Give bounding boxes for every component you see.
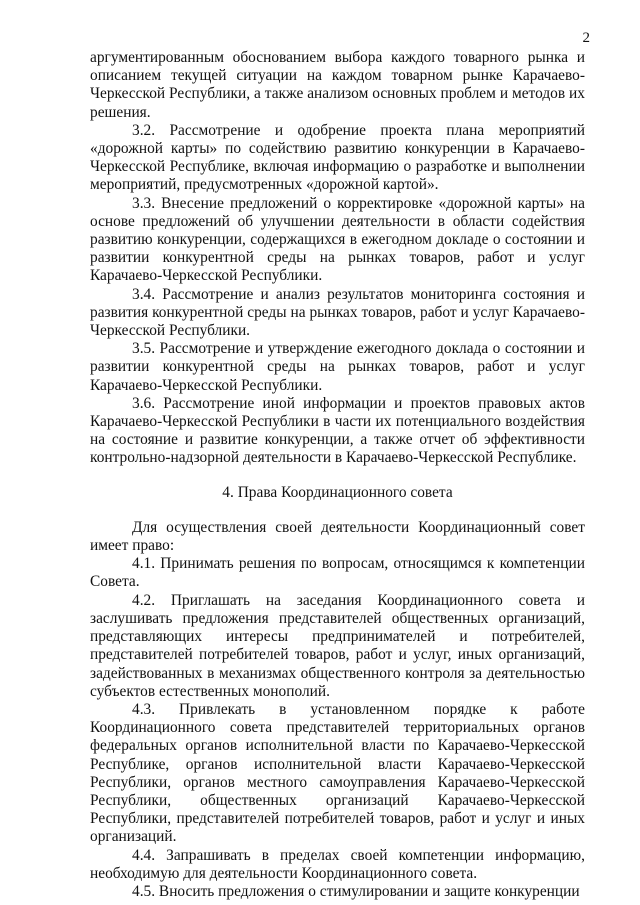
section4-item-4-1: 4.1. Принимать решения по вопросам, относящимся к компетенции Совета. — [90, 555, 585, 591]
section4-item-4-2: 4.2. Приглашать на заседания Координационного совета и заслушивать предложения представителей общественных организаций, представляющих интересы предпринимателей и потребителей, представителей потребителей товаров, работ и услуг, иных организаций, задействованных в механизмах общественного контроля за деятельностью субъектов естественных монополий. — [90, 591, 585, 700]
section3-item-3-4: 3.4. Рассмотрение и анализ результатов мониторинга состояния и развития конкурентной среды на рынках товаров, работ и услуг Карачаево-Черкесской Республики. — [90, 285, 585, 340]
document-body — [90, 49, 585, 901]
section3-continuation: аргументированным обоснованием выбора каждого товарного рынка и описанием текущей ситуации на каждом товарном рынке Карачаево-Черкесской Республики, а также анализом основных проблем и методов их решения. — [90, 49, 585, 121]
section4-intro: Для осуществления своей деятельности Координационный совет имеет право: — [90, 518, 585, 555]
section4-item-4-4: 4.4. Запрашивать в пределах своей компетенции информацию, необходимую для деятельности Координационного совета. — [90, 846, 585, 882]
page-number: 2 — [582, 30, 590, 46]
section3-item-3-6: 3.6. Рассмотрение иной информации и проектов правовых актов Карачаево-Черкесской Республики в части их потенциального воздействия на состояние и развитие конкуренции, а также отчет об эффективности контрольно-надзорной деятельности в Карачаево-Черкесской Республике. — [90, 394, 585, 467]
section4-item-4-5: 4.5. Вносить предложения о стимулировании и защите конкуренции — [132, 882, 580, 900]
section3-item-3-3: 3.3. Внесение предложений о корректировке «дорожной карты» на основе предложений об улучшении деятельности в области содействия развитию конкуренции, содержащихся в ежегодном докладе о состоянии и развитии конкурентной среды на рынках товаров, работ и услуг Карачаево-Черкесской Республики. — [90, 194, 585, 285]
section4-heading: 4. Права Координационного совета — [222, 483, 453, 501]
section3-item-3-2: 3.2. Рассмотрение и одобрение проекта плана мероприятий «дорожной карты» по содействию развитию конкуренции в Карачаево-Черкесской Республике, включая информацию о разработке и выполнении мероприятий, предусмотренных «дорожной картой». — [90, 121, 585, 194]
section3-item-3-5: 3.5. Рассмотрение и утверждение ежегодного доклада о состоянии и развитии конкурентной среды на рынках товаров, работ и услуг Карачаево-Черкесской Республики. — [90, 340, 585, 394]
section4-item-4-3: 4.3. Привлекать в установленном порядке к работе Координационного совета представителей территориальных органов федеральных органов исполнительной власти по Карачаево-Черкесской Республике, органов исполнительной власти Карачаево-Черкесской Республики, органов местного самоуправления Карачаево-Черкесской Республики, общественных организаций Карачаево-Черкесской Республики, представителей потребителей товаров, работ и услуг и иных организаций. — [90, 700, 585, 846]
